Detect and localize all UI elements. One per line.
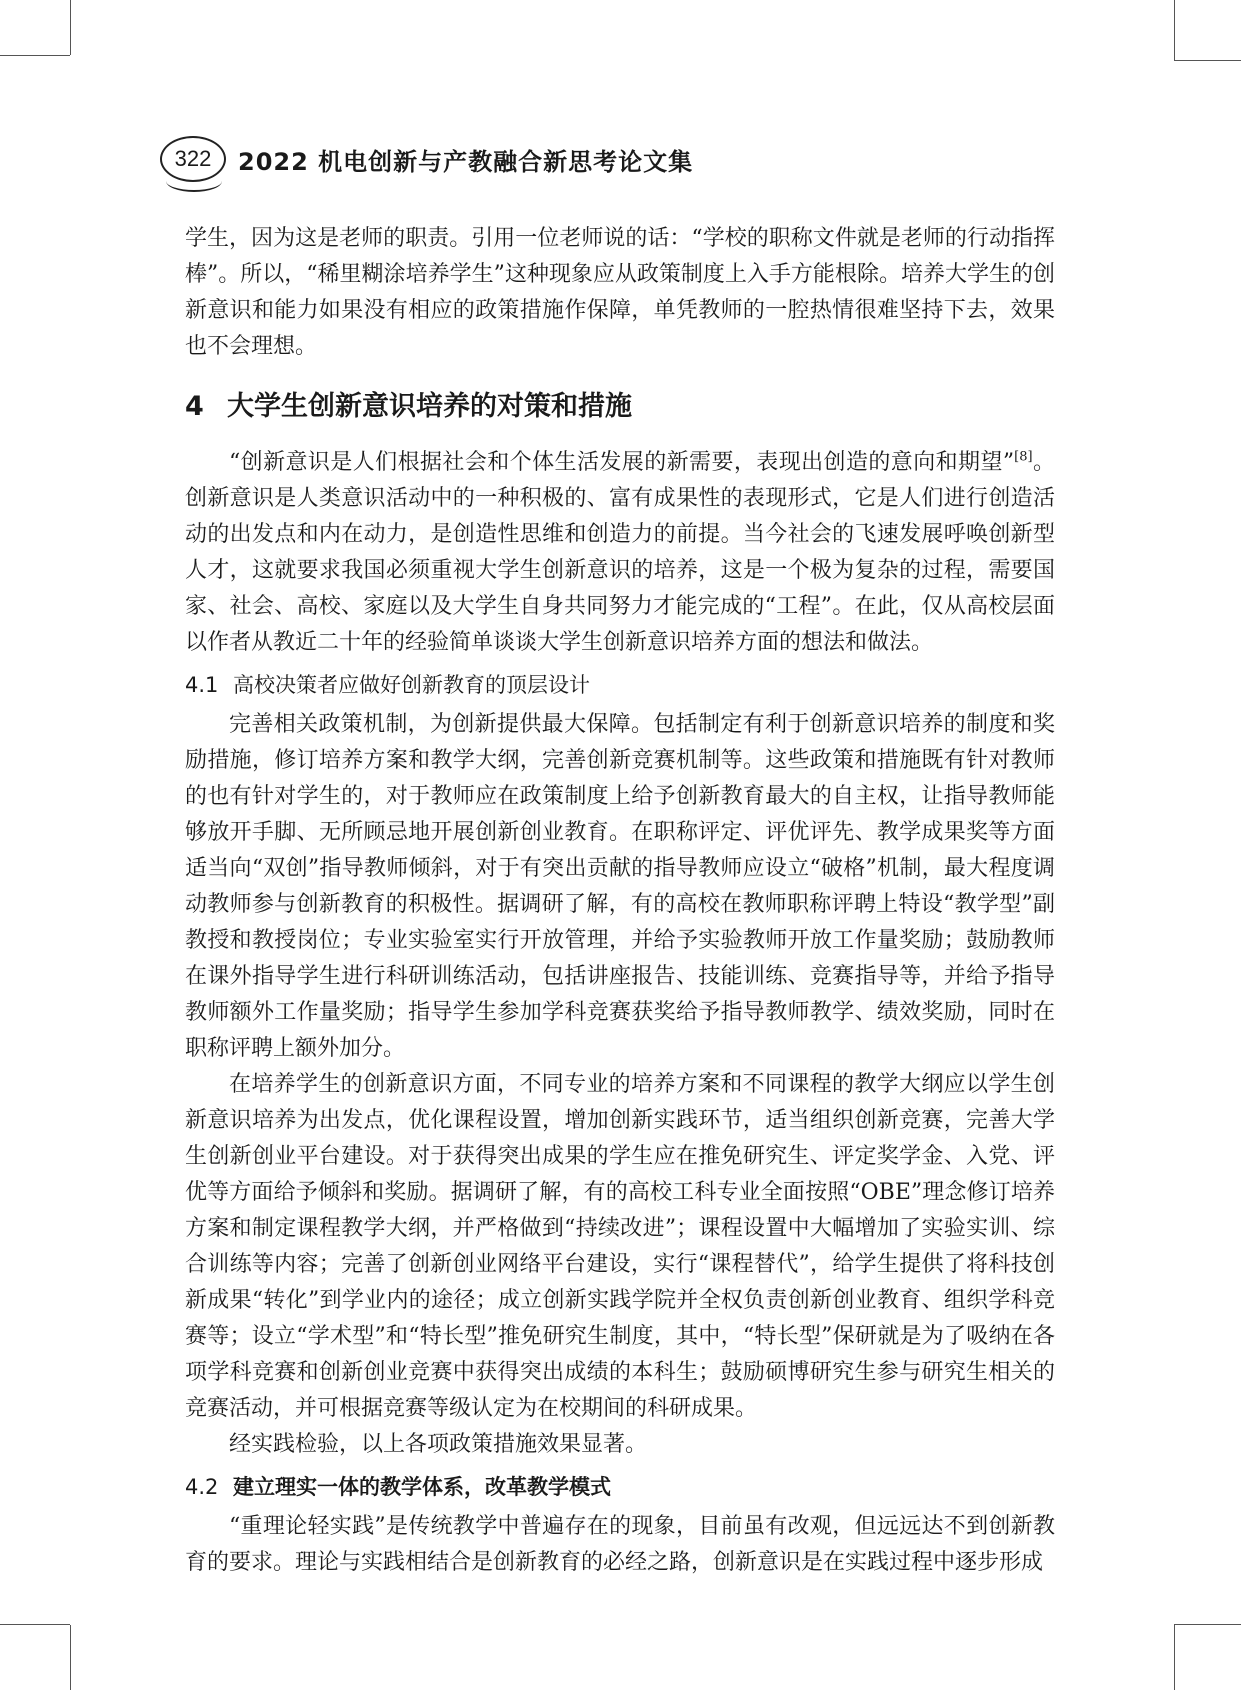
crop-mark (1174, 60, 1241, 61)
subsection4-1-paragraph-1: 完善相关政策机制，为创新提供最大保障。包括制定有利于创新意识培养的制度和奖励措施，修订培养方案和教学大纲，完善创新竞赛机制等。这些政策和措施既有针对教师的也有针对学生的，对于教师应在政策制度上给予创新教育最大的自主权，让指导教师能够放开手脚、无所顾忌地开展创新创业教育。在职称评定、评优评先、教学成果奖等方面适当向“双创”指导教师倾斜，对于有突出贡献的指导教师应设立“破格”机制，最大程度调动教师参与创新教育的积极性。据调研了解，有的高校在教师职称评聘上特设“教学型”副教授和教授岗位；专业实验室实行开放管理，并给予实验教师开放工作量奖励；鼓励教师在课外指导学生进行科研训练活动，包括讲座报告、技能训练、竞赛指导等，并给予指导教师额外工作量奖励；指导学生参加学科竞赛获奖给予指导教师教学、绩效奖励，同时在职称评聘上额外加分。 (185, 712, 1055, 1061)
subsection4-2-paragraph-1: “重理论轻实践”是传统教学中普遍存在的现象，目前虽有改观，但远远达不到创新教育的要求。理论与实践相结合是创新教育的必经之路，创新意识是在实践过程中逐步形成 (185, 1514, 1055, 1575)
crop-mark (70, 0, 71, 55)
subsection-title: 高校决策者应做好创新教育的顶层设计 (233, 673, 590, 697)
subsection-heading-4-2 (185, 1469, 1055, 1505)
section-heading-4 (185, 387, 1055, 427)
book-title: 2022 机电创新与产教融合新思考论文集 (238, 148, 694, 176)
section4-paragraph: “创新意识是人们根据社会和个体生活发展的新需要，表现出创造的意向和期望”[8]。创新意识是人类意识活动中的一种积极的、富有成果性的表现形式，它是人们进行创造活动的出发点和内在动力，是创造性思维和创造力的前提。当今社会的飞速发展呼唤创新型人才，这就要求我国必须重视大学生创新意识的培养，这是一个极为复杂的过程，需要国家、社会、高校、家庭以及大学生自身共同努力才能完成的“工程”。在此，仅从高校层面以作者从教近二十年的经验简单谈谈大学生创新意识培养方面的想法和做法。 (185, 449, 1055, 655)
page-number: 322 (174, 146, 212, 171)
subsection-number: 4.1 (185, 673, 219, 697)
crop-mark (70, 1625, 71, 1690)
crop-mark (0, 55, 70, 56)
subsection4-1-paragraph-2: 在培养学生的创新意识方面，不同专业的培养方案和不同课程的教学大纲应以学生创新意识培养为出发点，优化课程设置，增加创新实践环节，适当组织创新竞赛，完善大学生创新创业平台建设。对于获得突出成果的学生应在推免研究生、评定奖学金、入党、评优等方面给予倾斜和奖励。据调研了解，有的高校工科专业全面按照“OBE”理念修订培养方案和制定课程教学大纲，并严格做到“持续改进”；课程设置中大幅增加了实验实训、综合训练等内容；完善了创新创业网络平台建设，实行“课程替代”，给学生提供了将科技创新成果“转化”到学业内的途径；成立创新实践学院并全权负责创新创业教育、组织学科竞赛等；设立“学术型”和“特长型”推免研究生制度，其中，“特长型”保研就是为了吸纳在各项学科竞赛和创新创业竞赛中获得突出成绩的本科生；鼓励硕博研究生参与研究生相关的竞赛活动，并可根据竞赛等级认定为在校期间的科研成果。 (185, 1072, 1055, 1421)
subsection4-1-paragraph-3: 经实践检验，以上各项政策措施效果显著。 (229, 1432, 648, 1457)
section-number: 4 (185, 391, 204, 422)
subsection-heading-4-1 (185, 667, 1055, 703)
running-header (160, 136, 860, 196)
section-title: 大学生创新意识培养的对策和措施 (227, 391, 632, 422)
citation-ref: [8] (1014, 449, 1033, 465)
subsection-title: 建立理实一体的教学体系，改革教学模式 (233, 1475, 611, 1499)
page-number-swoosh (166, 170, 222, 192)
intro-paragraph: 学生，因为这是老师的职责。引用一位老师说的话：“学校的职称文件就是老师的行动指挥棒”。所以，“稀里糊涂培养学生”这种现象应从政策制度上入手方能根除。培养大学生的创新意识和能力如果没有相应的政策措施作保障，单凭教师的一腔热情很难坚持下去，效果也不会理想。 (185, 226, 1055, 359)
crop-mark (1174, 1624, 1241, 1625)
page-body (185, 221, 1055, 1581)
crop-mark (1174, 1625, 1175, 1690)
crop-mark (0, 1624, 70, 1625)
subsection-number: 4.2 (185, 1475, 219, 1499)
crop-mark (1174, 0, 1175, 60)
